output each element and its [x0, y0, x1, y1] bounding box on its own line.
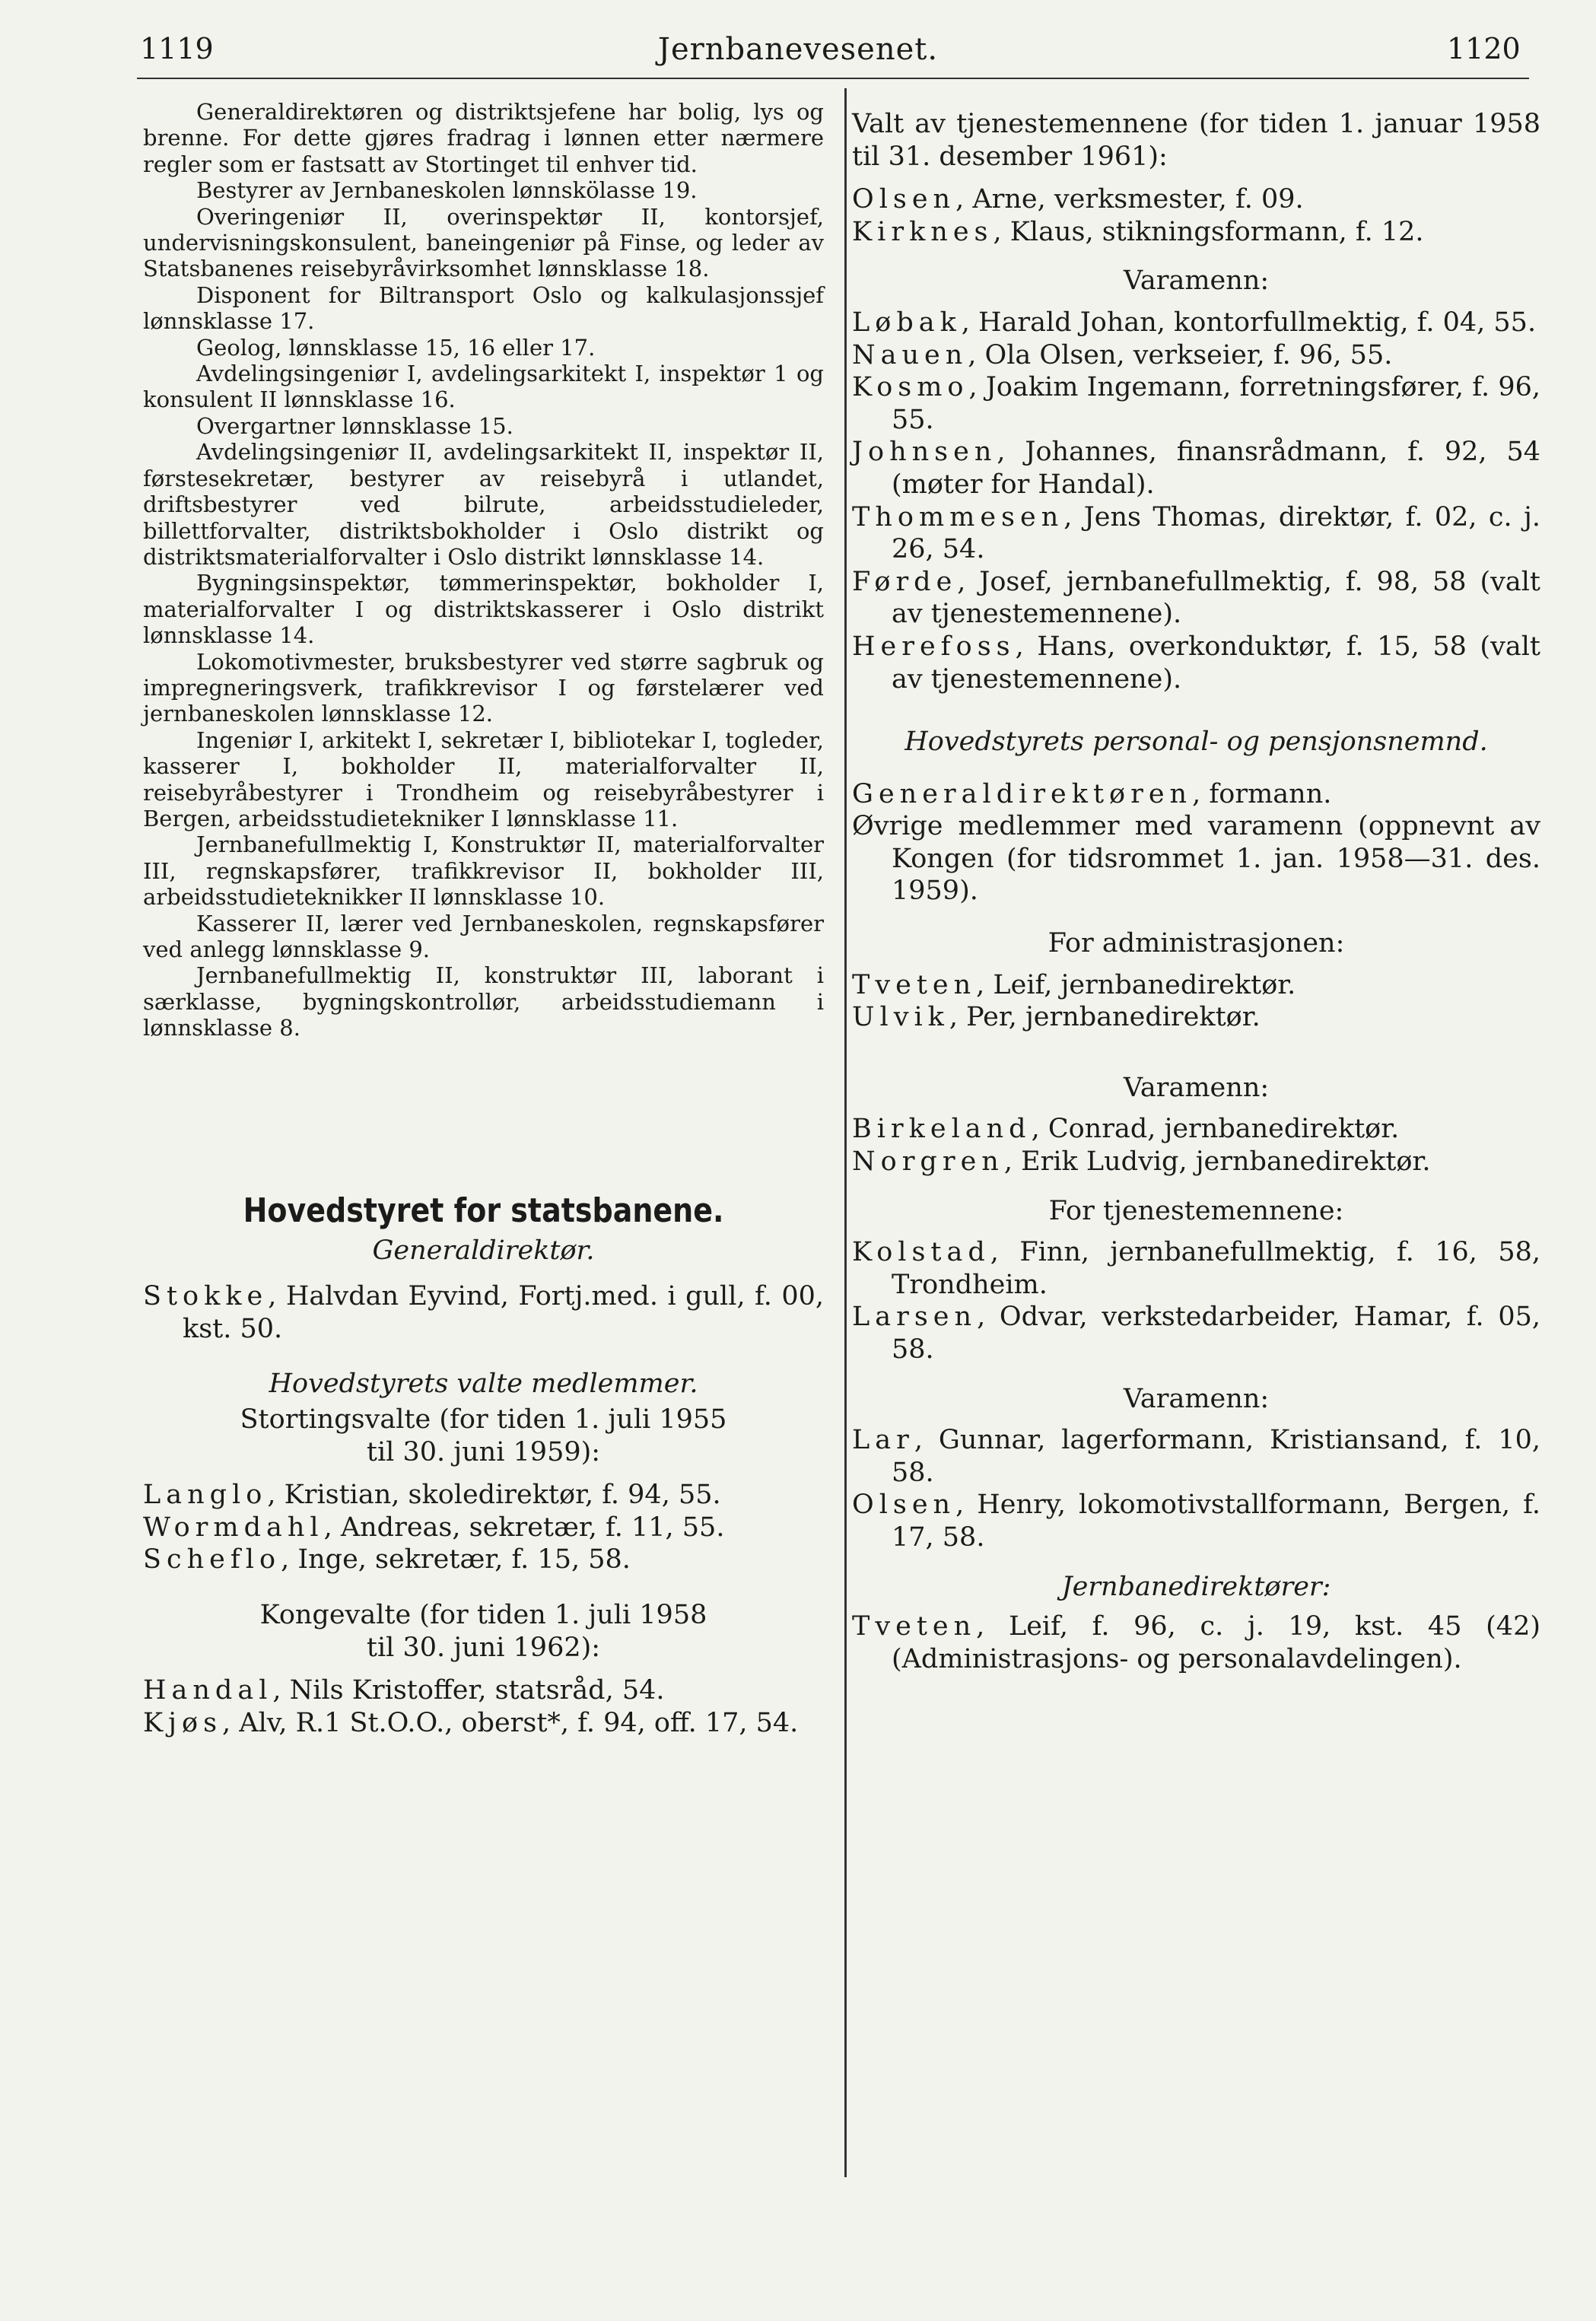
tjeneste-heading-2: For tjenestemennene: [1048, 1195, 1344, 1226]
member-entry: Førde, Josef, jernbanefullmektig, f. 98, 58 (valt av tjenestemennene). [852, 566, 1540, 630]
page-header [0, 23, 1596, 84]
paragraph: Jernbanefullmektig I, Konstruktør II, materialforvalter III, regnskapsfører, trafikkrevisor II, bokholder III, arbeidsstudieteknikker II lønnsklasse 10. [143, 831, 824, 911]
member-entry: Thommesen, Jens Thomas, direktør, f. 02, c. j. 26, 54. [852, 501, 1540, 565]
kongevalte-heading-1: Kongevalte (for tiden 1. juli 1958 [259, 1599, 707, 1630]
member-entry: Herefoss, Hans, overkonduktør, f. 15, 58 (valt av tjenestemennene). [852, 631, 1540, 695]
member-entry: Kjøs, Alv, R.1 St.O.O., oberst*, f. 94, off. 17, 54. [143, 1707, 799, 1738]
tjeneste-heading: Valt av tjenestemennene (for tiden 1. januar 1958 til 31. desember 1961): [852, 109, 1540, 172]
member-entry: Tveten, Leif, jernbanedirektør. [852, 969, 1296, 1000]
varamenn-heading: Varamenn: [1123, 265, 1270, 297]
nemnd-heading: Hovedstyrets personal- og pensjonsnemnd. [905, 727, 1488, 758]
paragraph: Geolog, lønnsklasse 15, 16 eller 17. [196, 334, 596, 361]
column-divider [844, 88, 847, 2177]
paragraph: Lokomotivmester, bruksbestyrer ved større sagbruk og impregneringsverk, trafikkrevisor I og førstelærer ved jernbaneskolen lønnsklasse 12. [143, 648, 824, 727]
page-number-left: 1119 [140, 32, 214, 65]
stortingsvalte-heading-1: Stortingsvalte (for tiden 1. juli 1955 [240, 1404, 727, 1435]
member-entry: Løbak, Harald Johan, kontorfullmektig, f. 04, 55. [852, 307, 1537, 338]
stortingsvalte-heading-2: til 30. juni 1959): [366, 1436, 601, 1467]
admin-heading: For administrasjonen: [1048, 928, 1345, 959]
paragraph: Avdelingsingeniør II, avdelingsarkitekt II, inspektør II, førstesekretær, bestyrer av reisebyrå i utlandet, driftsbestyrer ved bilrute, arbeidsstudieleder, billettforvalter, distriktsbokholder i Oslo distrikt og distriktsmaterialforvalter i Oslo distrikt lønnsklasse 14. [143, 439, 824, 570]
paragraph: Overgartner lønnsklasse 15. [196, 412, 513, 439]
paragraph: Disponent for Biltransport Oslo og kalkulasjonssjef lønnsklasse 17. [143, 281, 824, 335]
ovrige-text: Øvrige medlemmer med varamenn (oppnevnt av Kongen (for tidsrommet 1. jan. 1958—31. des. 1959). [852, 811, 1540, 907]
member-entry: Ulvik, Per, jernbanedirektør. [852, 1002, 1261, 1033]
kongevalte-heading-2: til 30. juni 1962): [366, 1632, 601, 1663]
member-entry: Wormdahl, Andreas, sekretær, f. 11, 55. [143, 1512, 725, 1543]
paragraph: Bygningsinspektør, tømmerinspektør, bokholder I, materialforvalter I og distriktskasserer i Oslo distrikt lønnsklasse 14. [143, 570, 824, 649]
member-entry: Kirknes, Klaus, stikningsformann, f. 12. [852, 216, 1424, 247]
right-column [852, 108, 1540, 1675]
formann-entry: Generaldirektøren, formann. [852, 778, 1332, 809]
direktorer-heading: Jernbanedirektører: [1061, 1571, 1331, 1602]
member-entry: Olsen, Arne, verksmester, f. 09. [852, 184, 1304, 215]
gd-heading: Generaldirektør. [372, 1235, 595, 1266]
member-entry: Olsen, Henry, lokomotivstallformann, Bergen, f. 17, 58. [852, 1490, 1540, 1553]
paragraph: Jernbanefullmektig II, konstruktør III, laborant i særklasse, bygningskontrollør, arbeidsstudiemann i lønnsklasse 8. [143, 962, 824, 1041]
varamenn-heading: Varamenn: [1123, 1383, 1270, 1414]
paragraph: Avdelingsingeniør I, avdelingsarkitekt I, inspektør 1 og konsulent II lønnsklasse 16. [143, 361, 824, 413]
paragraph: Ingeniør I, arkitekt I, sekretær I, bibliotekar I, togleder, kasserer I, bokholder II, materialforvalter II, reisebyråbestyrer i Trondheim og reisebyråbestyrer i Bergen, arbeidsstudietekniker I lønnsklasse 11. [143, 727, 824, 831]
member-entry: Scheflo, Inge, sekretær, f. 15, 58. [143, 1544, 631, 1575]
member-entry: Handal, Nils Kristoffer, statsråd, 54. [143, 1675, 665, 1706]
left-column [143, 99, 824, 1739]
paragraph: Overingeniør II, overinspektør II, kontorsjef, undervisningskonsulent, baneingeniør på Finse, og leder av Statsbanenes reisebyråvirksomhet lønnsklasse 18. [143, 203, 824, 282]
member-entry: Johnsen, Johannes, finansrådmann, f. 92, 54 (møter for Handal). [852, 437, 1540, 500]
member-entry: Kolstad, Finn, jernbanefullmektig, f. 16, 58, Trondheim. [852, 1237, 1540, 1300]
section-title: Hovedstyret for statsbanene. [243, 1191, 724, 1229]
valte-heading: Hovedstyrets valte medlemmer. [269, 1369, 698, 1400]
member-entry: Langlo, Kristian, skoledirektør, f. 94, 55. [143, 1480, 721, 1511]
member-entry: Birkeland, Conrad, jernbanedirektør. [852, 1114, 1400, 1145]
member-entry: Nauen, Ola Olsen, verkseier, f. 96, 55. [852, 339, 1393, 370]
page-number-right: 1120 [1447, 32, 1521, 65]
member-entry: Kosmo, Joakim Ingemann, forretningsfører, f. 96, 55. [852, 372, 1540, 435]
varamenn-heading: Varamenn: [1123, 1072, 1270, 1103]
member-entry: Norgren, Erik Ludvig, jernbanedirektør. [852, 1146, 1431, 1178]
member-entry: Lar, Gunnar, lagerformann, Kristiansand, f. 10, 58. [852, 1425, 1540, 1488]
paragraph: Bestyrer av Jernbaneskolen lønnskölasse 19. [196, 177, 698, 204]
paragraph: Kasserer II, lærer ved Jernbaneskolen, regnskapsfører ved anlegg lønnsklasse 9. [143, 910, 824, 962]
member-entry: Larsen, Odvar, verkstedarbeider, Hamar, f. 05, 58. [852, 1302, 1540, 1365]
running-title: Jernbanevesenet. [657, 32, 939, 67]
header-rule [137, 78, 1529, 79]
gd-entry: Stokke, Halvdan Eyvind, Fortj.med. i gull, f. 00, kst. 50. [143, 1281, 824, 1344]
paragraph: Generaldirektøren og distriktsjefene har bolig, lys og brenne. For dette gjøres fradrag i lønnen etter nærmere regler som er fastsatt av Stortinget til enhver tid. [143, 99, 824, 177]
member-entry: Tveten, Leif, f. 96, c. j. 19, kst. 45 (42) (Administrasjons- og personalavdelingen). [852, 1611, 1540, 1674]
